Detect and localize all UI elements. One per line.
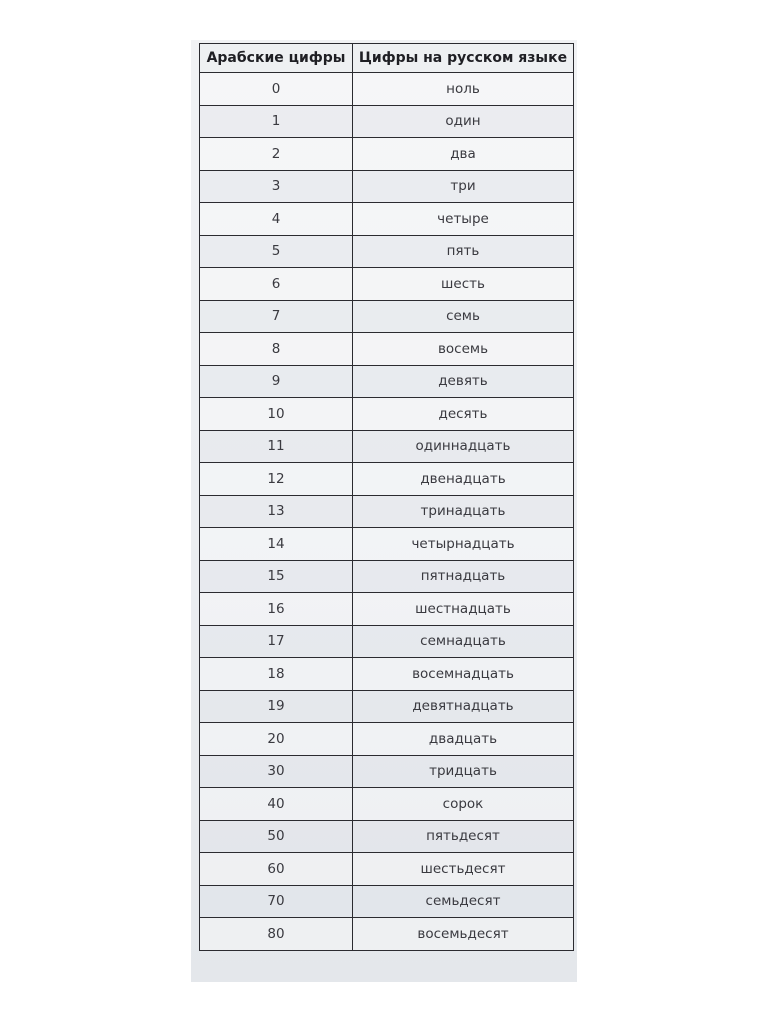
arabic-number-cell: 6 — [200, 268, 353, 301]
table-row — [200, 268, 574, 301]
table-row — [200, 170, 574, 203]
table-row — [200, 203, 574, 236]
table-row — [200, 333, 574, 366]
arabic-number-cell: 1 — [200, 105, 353, 138]
table-body — [200, 73, 574, 951]
russian-word-cell: четыре — [353, 203, 574, 236]
arabic-number-cell: 4 — [200, 203, 353, 236]
russian-word-cell: один — [353, 105, 574, 138]
arabic-number-cell: 16 — [200, 593, 353, 626]
arabic-number-cell: 9 — [200, 365, 353, 398]
table-row — [200, 398, 574, 431]
table-row — [200, 138, 574, 171]
table-row — [200, 788, 574, 821]
table-row — [200, 625, 574, 658]
table-row — [200, 528, 574, 561]
arabic-number-cell: 40 — [200, 788, 353, 821]
russian-word-cell: семнадцать — [353, 625, 574, 658]
table-row — [200, 105, 574, 138]
russian-word-cell: три — [353, 170, 574, 203]
russian-word-cell: пять — [353, 235, 574, 268]
table-row — [200, 300, 574, 333]
russian-word-cell: двадцать — [353, 723, 574, 756]
russian-word-cell: четырнадцать — [353, 528, 574, 561]
arabic-number-cell: 7 — [200, 300, 353, 333]
arabic-number-cell: 19 — [200, 690, 353, 723]
russian-word-cell: одиннадцать — [353, 430, 574, 463]
russian-word-cell: два — [353, 138, 574, 171]
table-row — [200, 365, 574, 398]
arabic-number-cell: 11 — [200, 430, 353, 463]
russian-word-cell: шесть — [353, 268, 574, 301]
table-row — [200, 853, 574, 886]
table-row — [200, 755, 574, 788]
russian-word-cell: двенадцать — [353, 463, 574, 496]
russian-word-cell: восемьдесят — [353, 918, 574, 951]
arabic-number-cell: 17 — [200, 625, 353, 658]
table-row — [200, 593, 574, 626]
table-row — [200, 658, 574, 691]
table-row — [200, 560, 574, 593]
table-row — [200, 73, 574, 106]
arabic-number-cell: 3 — [200, 170, 353, 203]
arabic-number-cell: 15 — [200, 560, 353, 593]
table-row — [200, 885, 574, 918]
russian-word-cell: шестьдесят — [353, 853, 574, 886]
arabic-number-cell: 70 — [200, 885, 353, 918]
arabic-number-cell: 12 — [200, 463, 353, 496]
table-row — [200, 463, 574, 496]
arabic-number-cell: 18 — [200, 658, 353, 691]
header-row — [200, 44, 574, 73]
arabic-number-cell: 0 — [200, 73, 353, 106]
table-row — [200, 430, 574, 463]
russian-word-cell: восемь — [353, 333, 574, 366]
table-row — [200, 723, 574, 756]
russian-word-cell: сорок — [353, 788, 574, 821]
russian-word-cell: девятнадцать — [353, 690, 574, 723]
arabic-number-cell: 2 — [200, 138, 353, 171]
arabic-number-cell: 14 — [200, 528, 353, 561]
arabic-number-cell: 60 — [200, 853, 353, 886]
table-row — [200, 918, 574, 951]
russian-word-cell: девять — [353, 365, 574, 398]
arabic-number-cell: 13 — [200, 495, 353, 528]
russian-word-cell: семьдесят — [353, 885, 574, 918]
arabic-number-cell: 5 — [200, 235, 353, 268]
russian-word-cell: пятнадцать — [353, 560, 574, 593]
table-row — [200, 690, 574, 723]
russian-word-cell: ноль — [353, 73, 574, 106]
russian-word-cell: семь — [353, 300, 574, 333]
arabic-number-cell: 50 — [200, 820, 353, 853]
arabic-number-cell: 30 — [200, 755, 353, 788]
table-row — [200, 235, 574, 268]
arabic-number-cell: 10 — [200, 398, 353, 431]
russian-word-cell: тринадцать — [353, 495, 574, 528]
table-row — [200, 820, 574, 853]
numbers-table — [199, 43, 574, 951]
arabic-number-cell: 8 — [200, 333, 353, 366]
header-russian-words: Цифры на русском языке — [353, 44, 574, 73]
russian-word-cell: десять — [353, 398, 574, 431]
header-arabic-digits: Арабские цифры — [200, 44, 353, 73]
russian-word-cell: восемнадцать — [353, 658, 574, 691]
table-row — [200, 495, 574, 528]
arabic-number-cell: 20 — [200, 723, 353, 756]
arabic-number-cell: 80 — [200, 918, 353, 951]
russian-word-cell: пятьдесят — [353, 820, 574, 853]
russian-word-cell: тридцать — [353, 755, 574, 788]
russian-word-cell: шестнадцать — [353, 593, 574, 626]
